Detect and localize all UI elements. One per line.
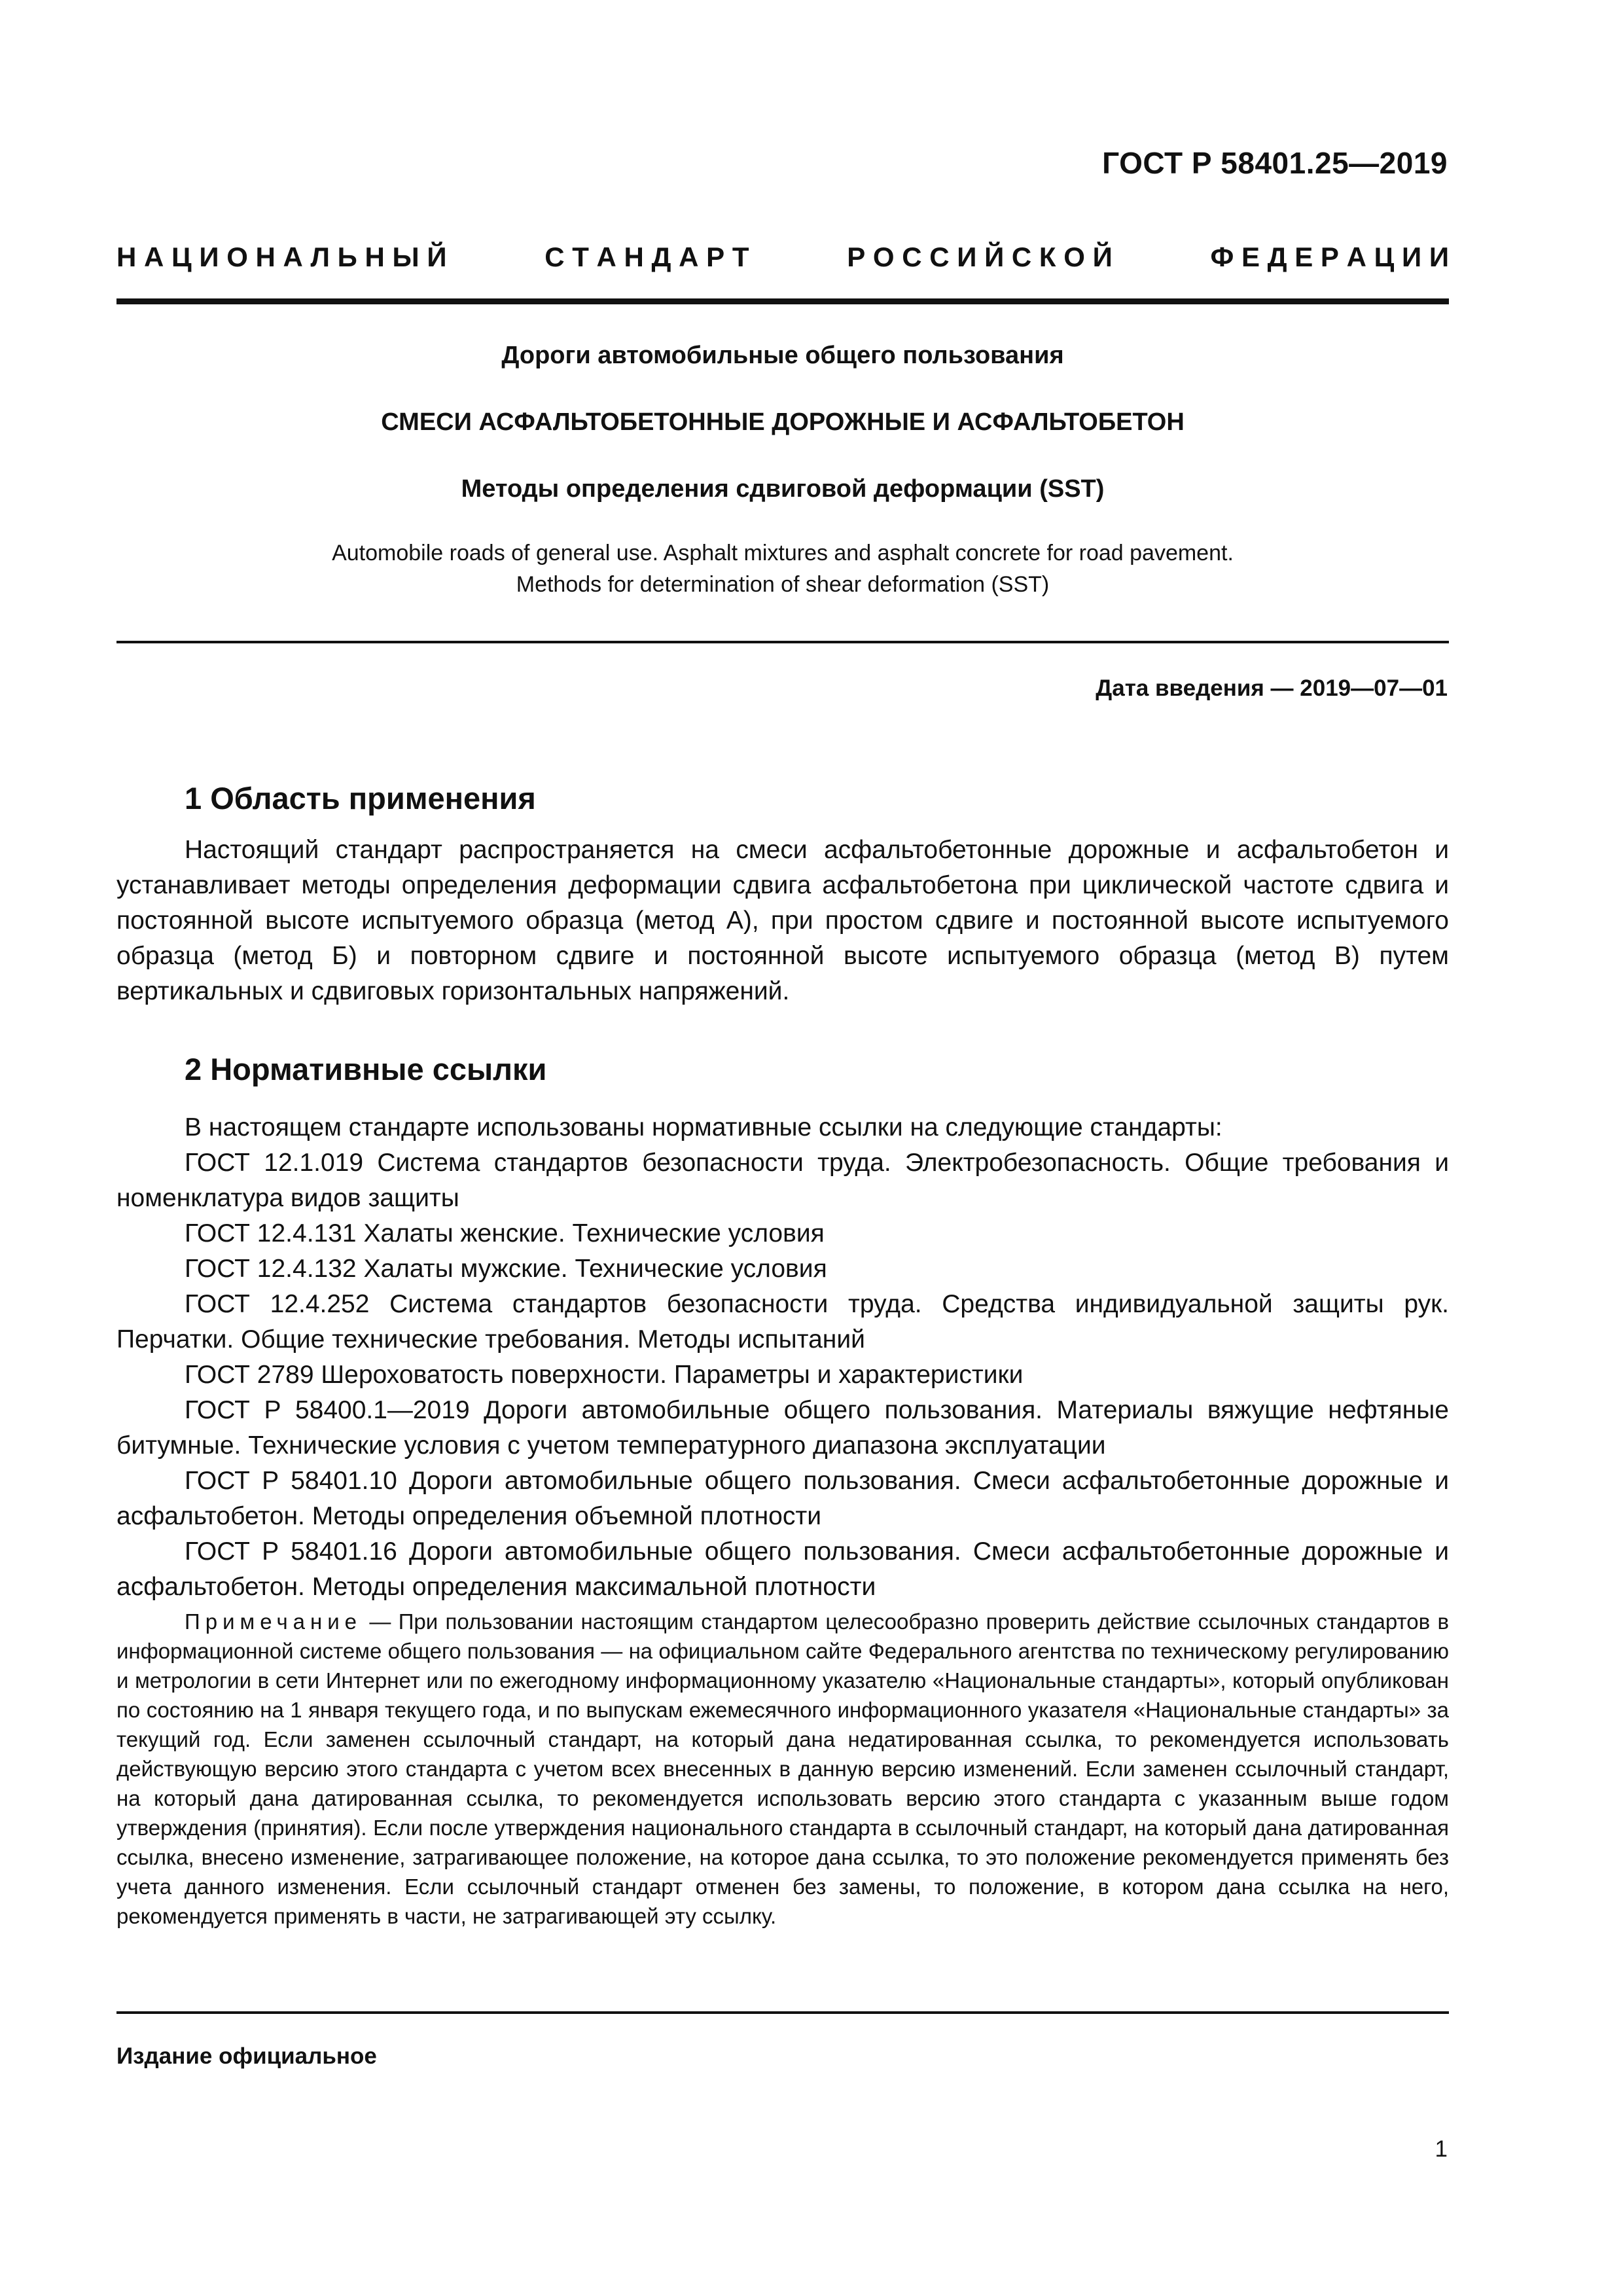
national-header-word: Ф Е Д Е Р А Ц И И [1210,242,1449,272]
national-header-word: Н А Ц И О Н А Л Ь Н Ы Й [116,242,447,272]
document-title-line-1: Дороги автомобильные общего пользования [501,342,1064,369]
national-standard-header [116,243,1449,271]
official-edition-label: Издание официальное [116,2043,377,2069]
national-header-word: Р О С С И Й С К О Й [847,242,1113,272]
references-note [116,1607,1449,1931]
document-title-line-2: СМЕСИ АСФАЛЬТОБЕТОННЫЕ ДОРОЖНЫЕ И АСФАЛЬТОБЕТОН [381,408,1185,436]
section-heading-scope: 1 Область применения [185,781,536,816]
introduction-date: Дата введения — 2019—07—01 [1096,675,1448,701]
reference-item: ГОСТ 12.4.131 Халаты женские. Технические условия [185,1219,825,1247]
english-title-line-2: Methods for determination of shear deformation (SST) [516,572,1050,597]
standard-number: ГОСТ Р 58401.25—2019 [1102,146,1448,180]
reference-item: ГОСТ 2789 Шероховатость поверхности. Параметры и характеристики [185,1361,1024,1389]
references-intro: В настоящем стандарте использованы нормативные ссылки на следующие стандарты: [185,1113,1222,1141]
reference-item: ГОСТ Р 58400.1—2019 Дороги автомобильные общего пользования. Материалы вяжущие нефтяные битумные. Технические условия с учетом температурного диапазона эксплуатации [116,1396,1449,1460]
national-header-word: С Т А Н Д А Р Т [544,242,749,272]
reference-item: ГОСТ Р 58401.10 Дороги автомобильные общего пользования. Смеси асфальтобетонные дорожные и асфальтобетон. Методы определения объемной плотности [116,1467,1449,1530]
note-text: — При пользовании настоящим стандартом целесообразно проверить действие ссылочных стандартов в информационной системе общего пользования — на официальном сайте Федерального агентства по техническому регулированию и метрологии в сети Интернет или по ежегодному информационному указателю «Национальные стандарты», который опубликован по состоянию на 1 января текущего года, и по выпускам ежемесячного информационного указателя «Национальные стандарты» за текущий год. Если заменен ссылочный стандарт, на который дана недатированная ссылка, то рекомендуется использовать действующую версию этого стандарта с учетом всех внесенных в данную версию изменений. Если заменен ссылочный стандарт, на который дана датированная ссылка, то рекомендуется использовать версию этого стандарта с указанным выше годом утверждения (принятия). Если после утверждения национального стандарта в ссылочный стандарт, на который дана датированная ссылка, внесено изменение, затрагивающее положение, на которое дана ссылка, то это положение рекомендуется применять без учета данного изменения. Если ссылочный стандарт отменен без замены, то положение, в котором дана ссылка на него, рекомендуется применять в части, не затрагивающей эту ссылку. [116,1609,1449,1928]
references-list [116,1110,1449,1605]
footer-divider [116,2011,1449,2014]
header-divider [116,298,1449,304]
english-title-line-1: Automobile roads of general use. Asphalt mixtures and asphalt concrete for road pavement. [332,541,1234,565]
reference-item: ГОСТ 12.1.019 Система стандартов безопасности труда. Электробезопасность. Общие требования и номенклатура видов защиты [116,1149,1449,1212]
reference-item: ГОСТ Р 58401.16 Дороги автомобильные общего пользования. Смеси асфальтобетонные дорожные и асфальтобетон. Методы определения максимальной плотности [116,1537,1449,1601]
scope-paragraph: Настоящий стандарт распространяется на смеси асфальтобетонные дорожные и асфальтобетон и устанавливает методы определения деформации сдвига асфальтобетона при циклической частоте сдвига и постоянной высоте испытуемого образца (метод А), при простом сдвиге и постоянной высоте испытуемого образца (метод Б) и повторном сдвиге и постоянной высоте испытуемого образца (метод В) путем вертикальных и сдвиговых горизонтальных напряжений. [116,836,1449,1005]
section-heading-references: 2 Нормативные ссылки [185,1052,547,1086]
reference-item: ГОСТ 12.4.252 Система стандартов безопасности труда. Средства индивидуальной защиты рук. Перчатки. Общие технические требования. Методы испытаний [116,1290,1449,1354]
title-divider [116,641,1449,643]
reference-item: ГОСТ 12.4.132 Халаты мужские. Технические условия [185,1255,827,1283]
note-label: Примечание [185,1609,363,1634]
page-number: 1 [1435,2136,1448,2162]
document-title-line-3: Методы определения сдвиговой деформации (SST) [461,475,1105,503]
